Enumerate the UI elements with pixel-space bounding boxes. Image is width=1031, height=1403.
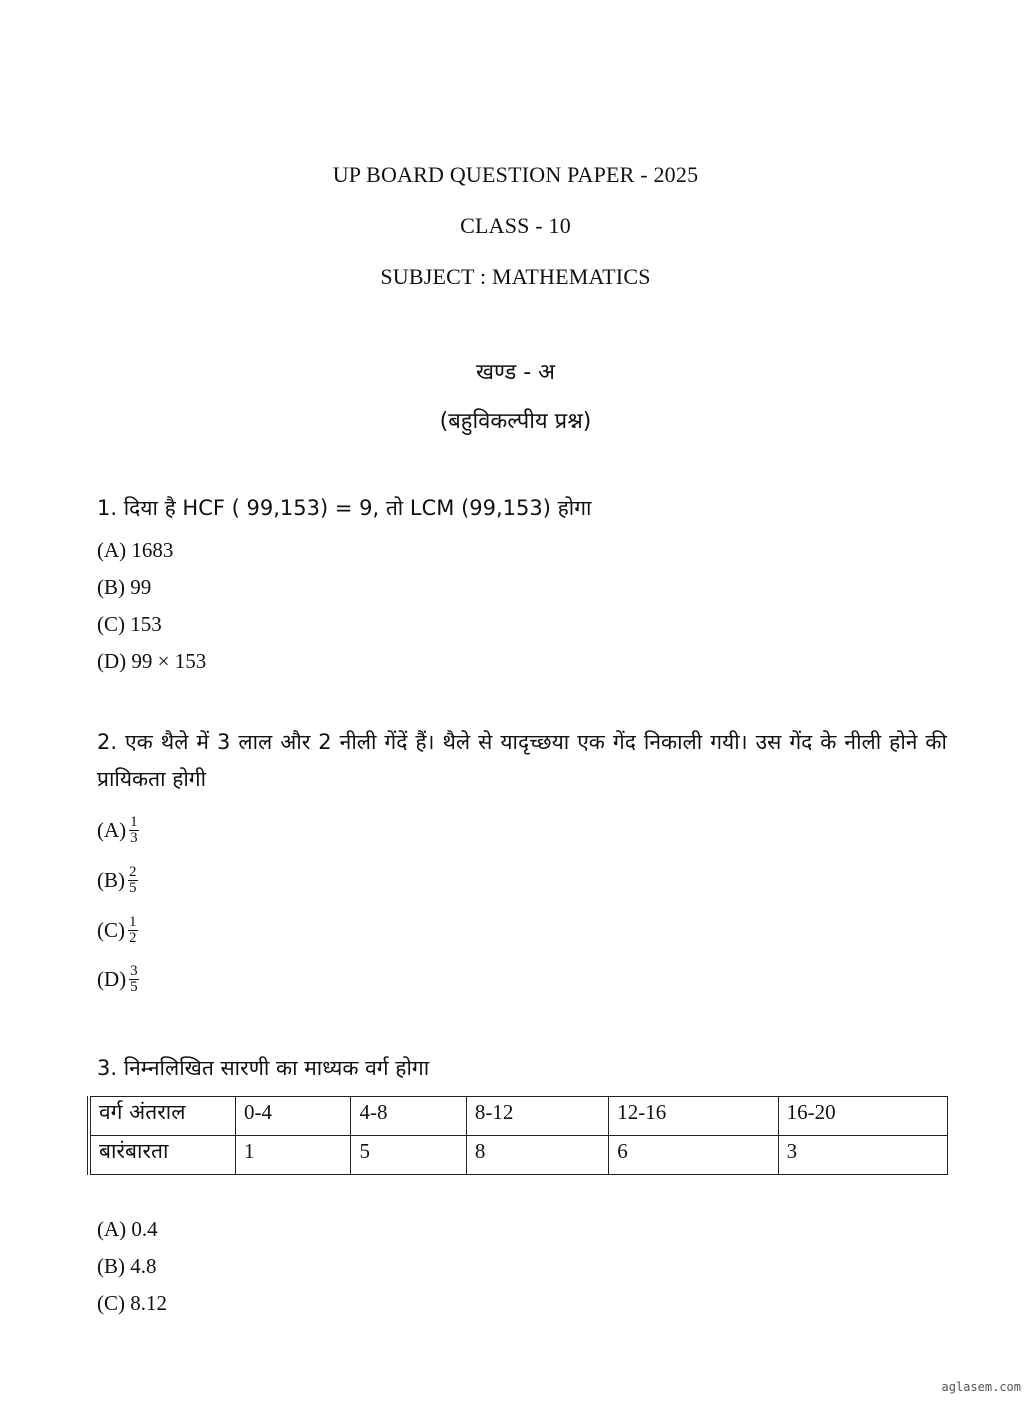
question-2-text: 2. एक थैले में 3 लाल और 2 नीली गेंदें हैं। थैले से यादृच्छया एक गेंद निकाली गयी। उस गेंद के नीली होने की प्रायिकता होगी bbox=[97, 730, 947, 791]
table-cell: वर्ग अंतराल bbox=[89, 1097, 236, 1136]
frequency-table bbox=[87, 1096, 948, 1175]
q3-option-c: (C) 8.12 bbox=[97, 1291, 167, 1315]
denominator: 5 bbox=[129, 879, 137, 896]
table-cell: 12-16 bbox=[609, 1097, 778, 1136]
question-3-text: 3. निम्नलिखित सारणी का माध्यक वर्ग होगा bbox=[97, 1056, 430, 1080]
denominator: 3 bbox=[130, 829, 138, 846]
table-cell: 3 bbox=[778, 1136, 947, 1175]
numerator: 1 bbox=[129, 913, 137, 930]
watermark: aglasem.com bbox=[941, 1380, 1021, 1394]
table-cell: 16-20 bbox=[778, 1097, 947, 1136]
table-row bbox=[89, 1097, 948, 1136]
q1-option-b: (B) 99 bbox=[97, 575, 152, 599]
denominator: 2 bbox=[129, 929, 137, 946]
numerator: 1 bbox=[130, 813, 138, 830]
fraction bbox=[129, 964, 139, 995]
q2-option-c bbox=[97, 908, 138, 952]
fraction bbox=[129, 815, 139, 846]
subject-label: SUBJECT : MATHEMATICS bbox=[380, 264, 651, 289]
q1-option-c: (C) 153 bbox=[97, 612, 162, 636]
table-cell: 8-12 bbox=[466, 1097, 608, 1136]
option-label: (D) bbox=[97, 966, 127, 991]
q2-option-d bbox=[97, 957, 139, 1001]
q1-option-a: (A) 1683 bbox=[97, 538, 174, 562]
numerator: 3 bbox=[130, 962, 138, 979]
option-label: (C) bbox=[97, 917, 125, 942]
table-cell: 8 bbox=[466, 1136, 608, 1175]
table-cell: 0-4 bbox=[236, 1097, 351, 1136]
fraction bbox=[128, 915, 138, 946]
option-label: (A) bbox=[97, 817, 127, 842]
option-label: (B) bbox=[97, 867, 125, 892]
q3-option-a: (A) 0.4 bbox=[97, 1217, 158, 1241]
class-label: CLASS - 10 bbox=[460, 213, 571, 238]
q3-option-b: (B) 4.8 bbox=[97, 1254, 157, 1278]
table-cell: बारंबारता bbox=[89, 1136, 236, 1175]
table-cell: 6 bbox=[609, 1136, 778, 1175]
q2-option-a bbox=[97, 808, 139, 852]
table-row bbox=[89, 1136, 948, 1175]
q1-option-d: (D) 99 × 153 bbox=[97, 649, 207, 673]
table-cell: 1 bbox=[236, 1136, 351, 1175]
q2-option-b bbox=[97, 858, 138, 902]
table-cell: 4-8 bbox=[351, 1097, 466, 1136]
section-type: (बहुविकल्पीय प्रश्न) bbox=[439, 409, 592, 434]
numerator: 2 bbox=[129, 863, 137, 880]
section-name: खण्ड - अ bbox=[476, 360, 555, 385]
denominator: 5 bbox=[130, 978, 138, 995]
fraction bbox=[128, 865, 138, 896]
paper-title: UP BOARD QUESTION PAPER - 2025 bbox=[332, 162, 699, 187]
table-cell: 5 bbox=[351, 1136, 466, 1175]
question-1-text: 1. दिया है HCF ( 99,153) = 9, तो LCM (99,153) होगा bbox=[97, 496, 592, 520]
